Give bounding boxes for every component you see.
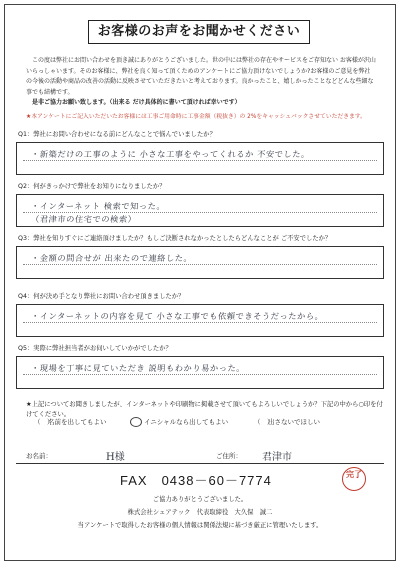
question-label: Q1：弊社にお問い合わせになる前にどんなことで悩んでいましたか？ [18,131,216,138]
fax-number: FAX 0438－60－7774 [120,473,272,488]
address-value[interactable]: 君津市 [262,452,292,463]
company-signature: 株式会社シェアテック 代表取締役 大久保 誠二 [127,509,273,516]
answer-box[interactable] [16,142,384,175]
publication-consent-text: ★上記についてお聞きしましたが、インターネットや印刷物に掲載させて頂いてもよろしいでしょうか？下記の中から○印を付けてください。 [26,401,383,418]
handwritten-answer: ・金額の問合せが 出来たので連絡した。 [30,253,193,263]
intro-text [26,56,376,109]
ruled-line [23,322,377,323]
question-block-1 [16,130,384,175]
name-value[interactable]: H様 [106,452,125,463]
handwritten-answer: ・インターネット 検索で知った。 [30,201,166,211]
intro-paragraph: この度は弊社にお問い合わせを頂き誠にありがとうございました。世の中には弊社の存在やサービスをご存知ない お客様が沢山いらっしゃいます。そのお客様に、弊社を良く知って頂くためのアンケートにご協力頂けないでしょうか?お客様のご意見を弊社の今後の活動や商品の改善の活動に反映させていただきたいと考えております。良かったこと、嬉しかったことなどどんな些細な事でも結構です。 [26,57,376,96]
question-block-2 [16,182,384,227]
question-block-3 [16,234,384,279]
cashback-notice: ★本アンケートにご記入いただいたお客様には工事ご用命時に工事金額（税抜き）の 2%をキャッシュバックさせていただきます。 [26,114,366,120]
question-label: Q2：何がきっかけで弊社をお知りになりましたか？ [18,183,166,190]
consent-option-name[interactable]: （ ）名前を出してもよい [34,418,107,426]
ruled-line [23,212,377,213]
intro-emphasis: 是非ご協力お願い致します。（出来る だけ具体的に書いて頂ければ幸いです） [32,99,241,106]
completion-stamp: 完了 [342,467,366,491]
consent-option-label: 出さないでほしい [268,418,320,426]
answer-box[interactable] [16,356,384,389]
handwritten-answer: ・新築だけの工事のように 小さな工事をやってくれるか 不安でした。 [30,149,311,159]
question-block-4 [16,292,384,337]
page-title: お客様のお声をお聞かせください [88,20,310,44]
answer-box[interactable] [16,304,384,337]
privacy-notice: 当アンケートで取得したお客様の個人情報は関係法規に基づき厳正に管理いたします。 [77,522,323,529]
question-label: Q5：実際に弊社担当者がお伺いしていかがでしたか？ [18,345,172,352]
question-block-5 [16,344,384,389]
consent-option-anonymous[interactable]: （ ）出さないでほしい [254,418,320,426]
question-label: Q3：弊社を知りすぐにご連絡頂けましたか？もしご決断されなかったとしたらどんなことが ご不安でしたか？ [18,235,332,242]
name-label: お名前： [26,452,52,460]
ruled-line [23,160,377,161]
question-label: Q4：何が決め手となり弊社にお問い合わせ頂きましたか？ [18,293,185,300]
customer-info-row [16,448,384,464]
thanks-text: ご協力ありがとうございました。 [152,496,248,503]
consent-options [34,415,374,429]
handwritten-answer-line2: （君津市の住宅での検索） [30,214,137,224]
consent-option-label: イニシャルなら出してもよい [144,418,229,426]
selected-circle-mark [130,417,142,427]
ruled-line [23,374,377,375]
handwritten-answer: ・インターネットの内容を見て 小さな工事でも依頼できそうだったから。 [30,311,324,321]
answer-box[interactable] [16,194,384,227]
ruled-line [23,264,377,265]
address-label: ご住所： [216,452,242,460]
consent-option-initials[interactable] [130,415,228,429]
answer-box[interactable] [16,246,384,279]
consent-option-label: 名前を出してもよい [48,418,107,426]
handwritten-answer: ・現場を丁寧に見ていただき 説明もわかり易かった。 [30,363,246,373]
